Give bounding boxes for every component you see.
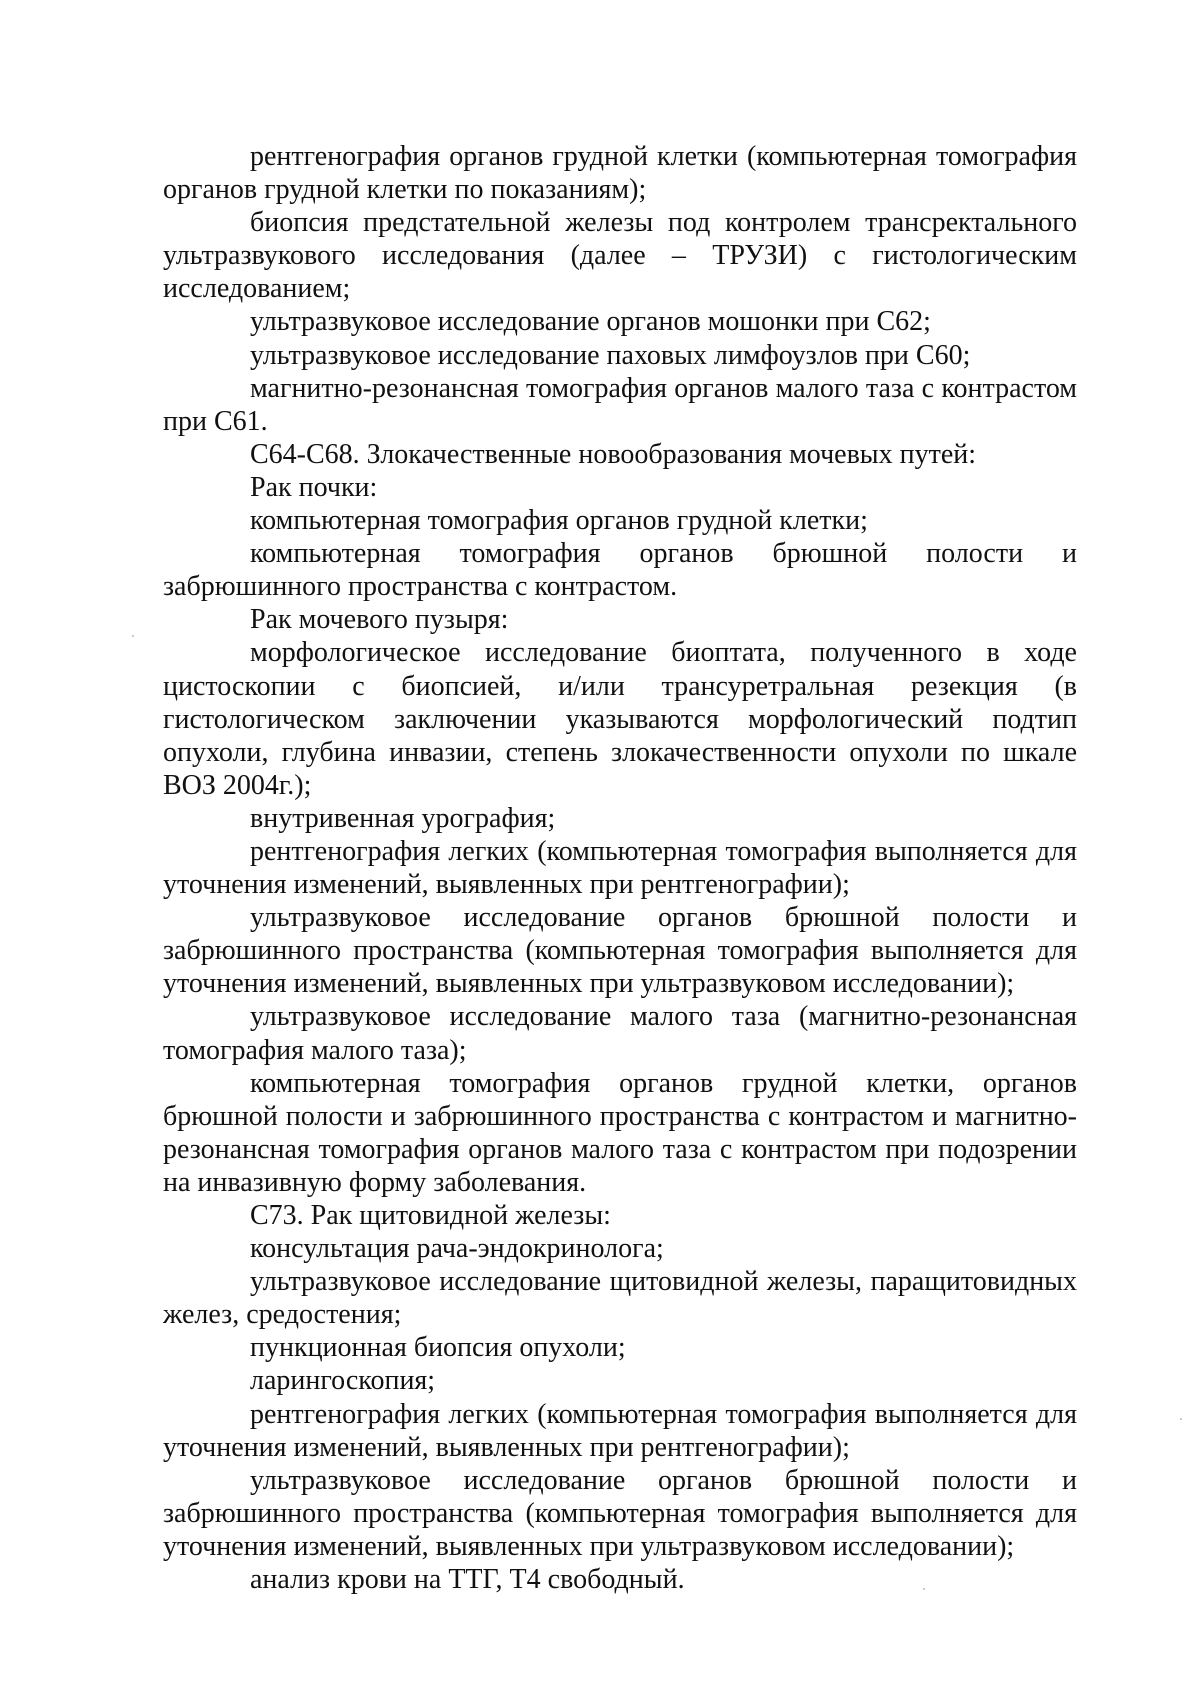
subheading-kidney-cancer: Рак почки: (250, 471, 378, 503)
paragraph-lung-xray: рентгенография легких (компьютерная томография выполняется для уточнения изменений, выявленных при рентгенографии); (163, 835, 1077, 901)
document-body (163, 140, 1077, 1596)
paragraph-contrast-ct-mri: компьютерная томография органов грудной клетки, органов брюшной полости и забрюшинного пространства с контрастом и магнитно-резонансная томография органов малого таза с контрастом при подозрении на инвазивную форму заболевания. (163, 1067, 1077, 1198)
paragraph-biopsy-morphology: морфологическое исследование биоптата, полученного в ходе цистоскопии с биопсией, и/или трансуретральная резекция (в гистологическом заключении указываются морфологический подтип опухоли, глубина инвазии, степень злокачественности опухоли по шкале ВОЗ 2004г.); (163, 637, 1077, 801)
paragraph-endocrinologist: консультация рача-эндокринолога; (250, 1233, 664, 1265)
scan-speck (923, 1588, 925, 1590)
paragraph-blood-test: анализ крови на ТТГ, Т4 свободный. (250, 1564, 685, 1596)
paragraph-pelvic-mri: магнитно-резонансная томография органов малого таза с контрастом при С61. (163, 372, 1077, 437)
paragraph-abdominal-ultrasound: ультразвуковое исследование органов брюшной полости и забрюшинного пространства (компьютерная томография выполняется для уточнения изменений, выявленных при ультразвуковом исследовании); (163, 902, 1077, 1000)
paragraph-chest-ct: компьютерная томография органов грудной клетки; (250, 505, 868, 537)
paragraph-thyroid-ultrasound: ультразвуковое исследование щитовидной железы, паращитовидных желез, средостения; (163, 1266, 1077, 1331)
paragraph-scrotum-ultrasound: ультразвуковое исследование органов мошонки при С62; (250, 306, 931, 338)
section-heading-thyroid: С73. Рак щитовидной железы: (250, 1200, 611, 1231)
section-heading-urinary-tract: С64-С68. Злокачественные новообразования мочевых путей: (250, 438, 977, 470)
paragraph-urography: внутривенная урография; (250, 802, 556, 834)
paragraph-puncture-biopsy: пункционная биопсия опухоли; (250, 1332, 626, 1364)
paragraph-chest-xray: рентгенография органов грудной клетки (компьютерная томография органов грудной клетки по показаниям); (163, 141, 1077, 206)
paragraph-abdominal-ct: компьютерная томография органов брюшной полости и забрюшинного пространства с контрастом. (163, 538, 1077, 603)
paragraph-pelvis-ultrasound: ультразвуковое исследование малого таза (магнитно-резонансная томография малого таза); (163, 1001, 1077, 1066)
paragraph-laryngoscopy: ларингоскопия; (250, 1365, 436, 1397)
scan-speck (1180, 1418, 1182, 1420)
paragraph-inguinal-ultrasound: ультразвуковое исследование паховых лимфоузлов при С60; (250, 339, 971, 371)
paragraph-abdominal-ultrasound-thyroid: ультразвуковое исследование органов брюшной полости и забрюшинного пространства (компьютерная томография выполняется для уточнения изменений, выявленных при ультразвуковом исследовании); (163, 1464, 1077, 1562)
paragraph-lung-xray-thyroid: рентгенография легких (компьютерная томография выполняется для уточнения изменений, выявленных при рентгенографии); (163, 1398, 1077, 1463)
paragraph-prostate-biopsy: биопсия предстательной железы под контролем трансректального ультразвукового исследования (далее – ТРУЗИ) с гистологическим исследованием; (163, 207, 1077, 305)
scan-speck (132, 635, 134, 637)
subheading-bladder-cancer: Рак мочевого пузыря: (250, 604, 509, 636)
